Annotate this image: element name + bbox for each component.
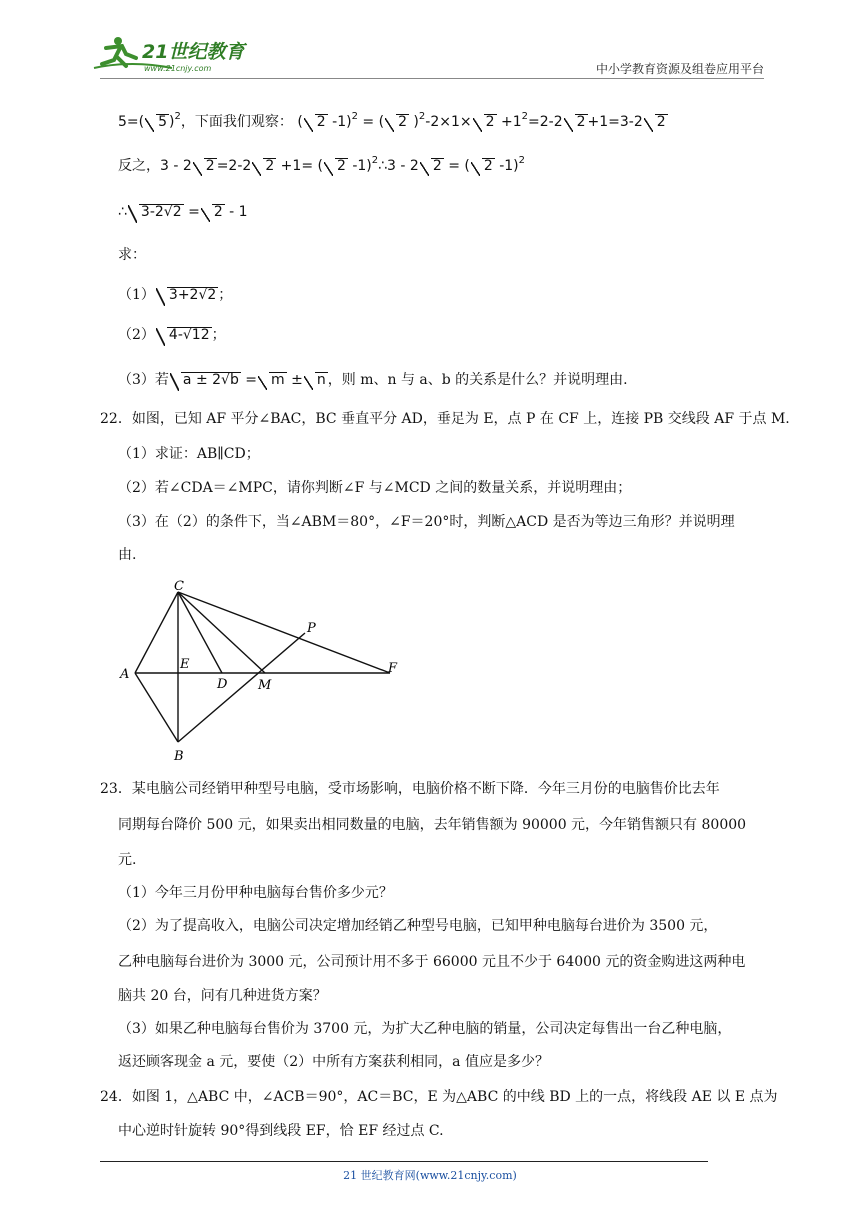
q22-part-2: （2）若∠CDA＝∠MPC，请你判断∠F 与∠MCD 之间的数量关系，并说明理由； <box>118 480 632 496</box>
q23-part-3a: （3）如果乙种电脑每台售价为 3700 元，为扩大乙种电脑的销量，公司决定每售出一台乙种电脑， <box>118 1021 732 1037</box>
header-divider <box>100 78 764 79</box>
page-header <box>92 30 764 78</box>
q23-line-2: 同期每台降价 500 元，如果卖出相同数量的电脑，去年销售额为 90000 元，今年销售额只有 80000 <box>118 817 747 833</box>
q23-part-3b: 返还顾客现金 a 元，要使（2）中所有方案获利相同，a 值应是多少？ <box>118 1054 549 1070</box>
q21-part-3: （3）若 a ± 2√b = m ± n ，则 m、n 与 a、b 的关系是什么？并说明理由. <box>118 372 628 388</box>
footer-divider <box>100 1161 708 1162</box>
q23-part-1: （1）今年三月份甲种电脑每台售价多少元？ <box>118 885 393 901</box>
platform-name: 中小学教育资源及组卷应用平台 <box>595 62 764 76</box>
label-B: B <box>174 749 184 764</box>
q23-line-3: 元. <box>118 852 137 868</box>
q21-part-1: （1） 3+2√2 ； <box>118 287 233 303</box>
q24-line-1: 24．如图 1，△ABC 中，∠ACB＝90°，AC＝BC，E 为△ABC 的中线 BD 上的一点，将线段 AE 以 E 点为 <box>100 1089 778 1105</box>
intro-observe-text: ，下面我们观察： <box>180 114 293 130</box>
svg-text:21世纪教育: 21世纪教育 <box>142 41 245 63</box>
q23-part-2a: （2）为了提高收入，电脑公司决定增加经销乙种型号电脑，已知甲种电脑每台进价为 3500 元， <box>118 918 718 934</box>
label-A: A <box>120 667 130 682</box>
q23-line-1: 23．某电脑公司经销甲种型号电脑，受市场影响，电脑价格不断下降．今年三月份的电脑售价比去年 <box>100 781 720 797</box>
q22-part-3a: （3）在（2）的条件下，当∠ABM＝80°，∠F＝20°时，判断△ACD 是否为等边三角形？并说明理 <box>118 514 735 530</box>
q22-part-3b: 由. <box>118 547 137 563</box>
intro-line-1: 5=( 5 )$^2$，下面我们观察： ( 2 -1)$^2$ = ( 2 )$^2-2\times 1\times 2 +1^2=2-2$ 2 +1=3-2 2 <box>118 111 666 130</box>
q22-part-1: （1）求证：AB∥CD； <box>118 446 260 462</box>
geometry-figure <box>110 579 410 764</box>
q23-part-2b: 乙种电脑每台进价为 3000 元，公司预计用不多于 66000 元且不少于 64000 元的资金购进这两种电 <box>118 954 746 970</box>
q21-part-2: （2） 4-√12 ； <box>118 327 226 343</box>
svg-text:www.21cnjy.com: www.21cnjy.com <box>144 64 212 73</box>
ask-label: 求： <box>118 247 146 263</box>
label-D: D <box>217 677 228 692</box>
label-F: F <box>388 661 398 676</box>
intro-line-3: ∴ 3-2√2 = 2 - 1 <box>118 204 248 220</box>
intro-line-2: 反之，3 - 2 2 =2-2 2 +1= ( 2 -1)$^2$∴3 - 2 2 = ( 2 -1)$^2$ <box>118 155 526 174</box>
q23-part-2c: 脑共 20 台，问有几种进货方案？ <box>118 988 327 1004</box>
q24-line-2: 中心逆时针旋转 90°得到线段 EF，恰 EF 经过点 C. <box>118 1123 444 1139</box>
footer-text[interactable]: 21 世纪教育网(www.21cnjy.com) <box>343 1169 517 1182</box>
label-E: E <box>180 657 190 672</box>
label-M: M <box>258 678 272 693</box>
q22-stem: 22．如图，已知 AF 平分∠BAC，BC 垂直平分 AD，垂足为 E，点 P 在 CF 上，连接 PB 交线段 AF 于点 M. <box>100 411 790 427</box>
label-P: P <box>307 621 316 636</box>
label-C: C <box>174 579 184 594</box>
site-logo <box>92 34 262 74</box>
